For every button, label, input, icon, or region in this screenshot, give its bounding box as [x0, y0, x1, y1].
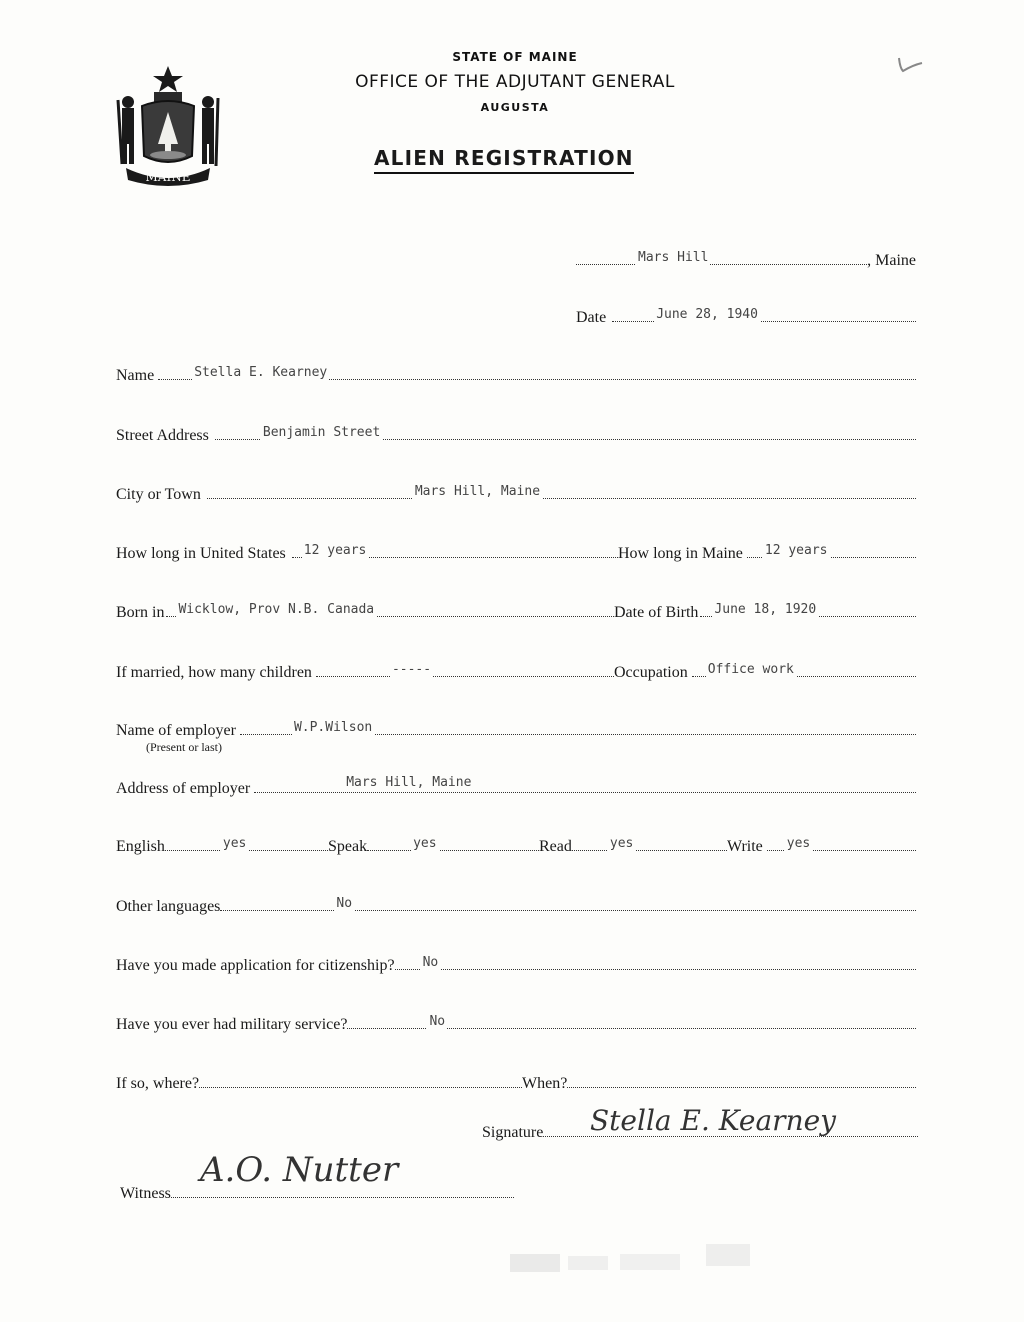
service-where-label: If so, where? [116, 1075, 200, 1092]
children-label: If married, how many children [116, 664, 312, 681]
date-of-birth-value: June 18, 1920 [714, 602, 817, 617]
employer-address-field[interactable] [116, 775, 916, 798]
employer-label: Name of employer [116, 722, 236, 739]
other-languages-label: Other languages [116, 898, 221, 915]
signature-label: Signature [482, 1124, 544, 1141]
town-field[interactable] [576, 252, 916, 270]
children-field[interactable] [116, 664, 614, 682]
us-duration-label: How long in United States [116, 545, 286, 562]
maine-duration-value: 12 years [764, 543, 828, 558]
write-value: yes [786, 836, 811, 851]
born-in-label: Born in [116, 604, 165, 621]
form-title: ALIEN REGISTRATION [374, 146, 634, 174]
name-label: Name [116, 367, 155, 384]
witness-handwriting: A.O. Nutter [200, 1150, 399, 1190]
city-field[interactable] [116, 486, 916, 504]
residency-row [116, 545, 916, 563]
header-office: OFFICE OF THE ADJUTANT GENERAL [355, 72, 675, 92]
city-label: City or Town [116, 486, 201, 503]
employer-field[interactable] [116, 722, 916, 740]
service-when-field[interactable] [522, 1075, 916, 1093]
maine-duration-field[interactable] [618, 545, 916, 563]
born-in-field[interactable] [116, 604, 614, 622]
city-value: Mars Hill, Maine [414, 484, 541, 499]
header-city: AUGUSTA [480, 101, 550, 114]
citizenship-field[interactable] [116, 957, 916, 975]
language-skills-row [116, 838, 916, 856]
service-details-row [116, 1075, 916, 1093]
speak-field[interactable] [328, 838, 539, 856]
speak-label: Speak [328, 838, 368, 855]
occupation-field[interactable] [614, 664, 916, 682]
military-service-label: Have you ever had military service? [116, 1016, 348, 1033]
date-of-birth-field[interactable] [614, 604, 916, 622]
town-suffix: , Maine [867, 252, 916, 269]
occupation-label: Occupation [614, 664, 688, 681]
write-label: Write [727, 838, 763, 855]
date-value: June 28, 1940 [656, 307, 758, 322]
town-value: Mars Hill [638, 250, 709, 265]
employer-value: W.P.Wilson [293, 720, 373, 735]
street-address-label: Street Address [116, 427, 209, 444]
citizenship-value: No [422, 955, 439, 970]
seal-lettering: MAINE [145, 170, 191, 184]
children-value: ----- [391, 662, 432, 677]
witness-label: Witness [120, 1185, 171, 1202]
service-when-label: When? [522, 1075, 568, 1092]
english-label: English [116, 838, 165, 855]
employer-address-value: Mars Hill, Maine [346, 775, 472, 790]
born-in-value: Wicklow, Prov N.B. Canada [178, 602, 375, 617]
signature-handwriting: Stella E. Kearney [590, 1104, 836, 1137]
birth-row [116, 604, 916, 622]
header-state: STATE OF MAINE [452, 50, 578, 64]
date-of-birth-label: Date of Birth [614, 604, 699, 621]
other-languages-field[interactable] [116, 898, 916, 916]
read-field[interactable] [539, 838, 727, 856]
english-field[interactable] [116, 838, 328, 856]
maine-duration-label: How long in Maine [618, 545, 743, 562]
name-field[interactable] [116, 367, 916, 385]
children-occupation-row [116, 664, 916, 682]
street-address-field[interactable] [116, 427, 916, 445]
read-value: yes [609, 836, 634, 851]
maine-state-seal [112, 62, 224, 188]
write-field[interactable] [727, 838, 916, 856]
us-duration-value: 12 years [303, 543, 367, 558]
street-address-value: Benjamin Street [262, 425, 381, 440]
employer-sublabel: (Present or last) [146, 740, 222, 754]
name-value: Stella E. Kearney [194, 365, 328, 380]
speak-value: yes [413, 836, 437, 851]
other-languages-value: No [336, 896, 353, 911]
us-duration-field[interactable] [116, 545, 618, 563]
military-service-field[interactable] [116, 1016, 916, 1034]
employer-address-label: Address of employer [116, 780, 251, 797]
faded-stamp [510, 1240, 770, 1280]
check-mark-icon [895, 56, 925, 76]
citizenship-label: Have you made application for citizenship? [116, 957, 395, 974]
date-field[interactable] [576, 309, 916, 327]
english-value: yes [222, 836, 247, 851]
military-service-value: No [429, 1014, 446, 1029]
service-where-field[interactable] [116, 1075, 522, 1093]
date-label: Date [576, 309, 607, 326]
read-label: Read [539, 838, 572, 855]
occupation-value: Office work [707, 662, 794, 677]
